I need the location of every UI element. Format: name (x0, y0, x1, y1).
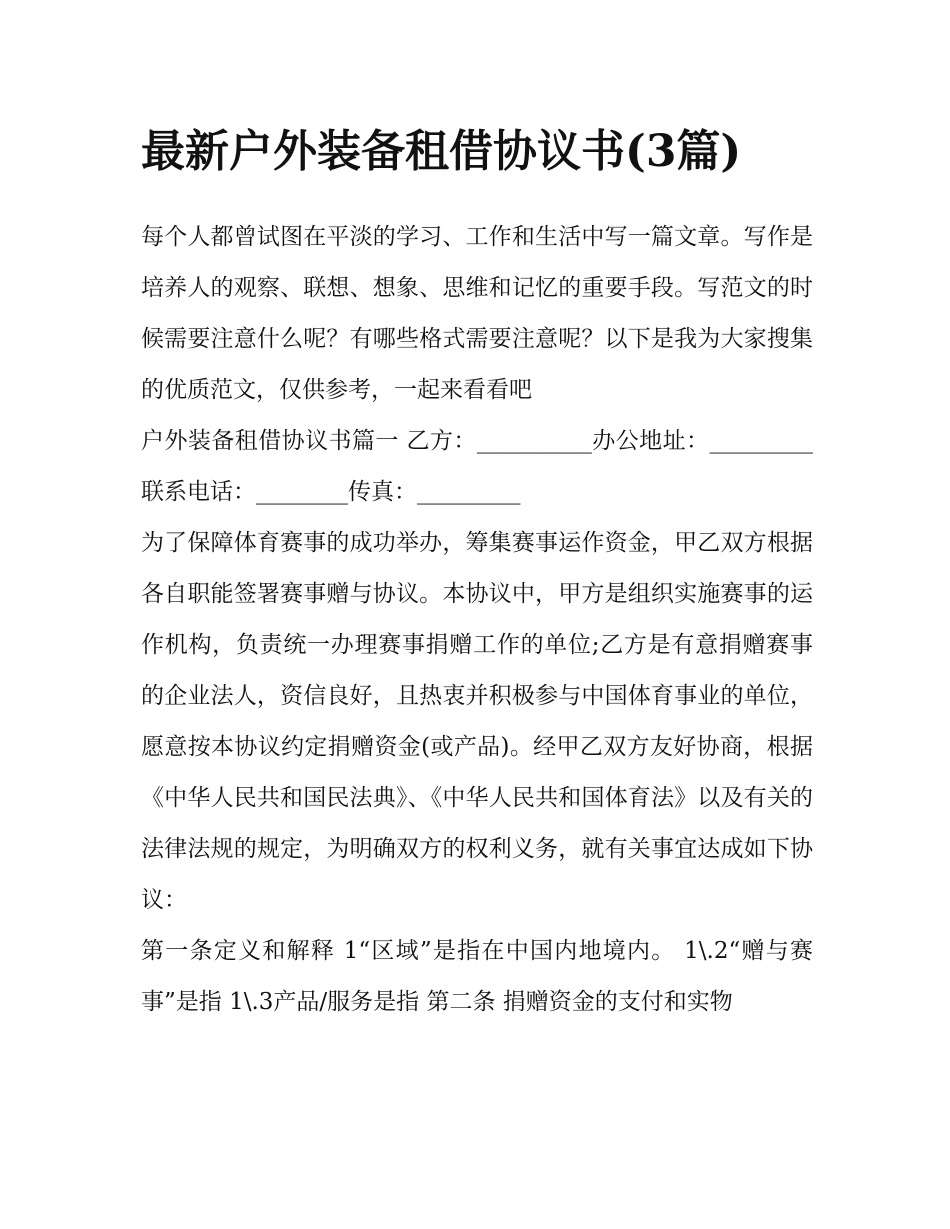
purpose-paragraph: 为了保障体育赛事的成功举办，筹集赛事运作资金，甲乙双方根据各自职能签署赛事赠与协议。本协议中，甲方是组织实施赛事的运作机构，负责统一办理赛事捐赠工作的单位;乙方是有意捐赠赛事的企业法人，资信良好，且热衷并积极参与中国体育事业的单位，愿意按本协议约定捐赠资金(或产品)。经甲乙双方友好协商，根据《中华人民共和国民法典》、《中华人民共和国体育法》以及有关的法律法规的规定，为明确双方的权利义务，就有关事宜达成如下协议： (141, 530, 813, 913)
document-title: 最新户外装备租借协议书(3篇) (141, 126, 742, 177)
article-one-paragraph: 第一条定义和解释 1“区域”是指在中国内地境内。 1\.2“赠与赛事”是指 1\.3产品/服务是指 第二条 捐赠资金的支付和实物 (141, 938, 813, 1015)
party-info-paragraph: 户外装备租借协议书篇一 乙方：__________办公地址：_________联系电话：________传真：_________ (141, 428, 813, 505)
document-body (141, 112, 813, 1028)
intro-paragraph: 每个人都曾试图在平淡的学习、工作和生活中写一篇文章。写作是培养人的观察、联想、想象、思维和记忆的重要手段。写范文的时候需要注意什么呢？有哪些格式需要注意呢？以下是我为大家搜集的优质范文，仅供参考，一起来看看吧 (141, 224, 813, 403)
